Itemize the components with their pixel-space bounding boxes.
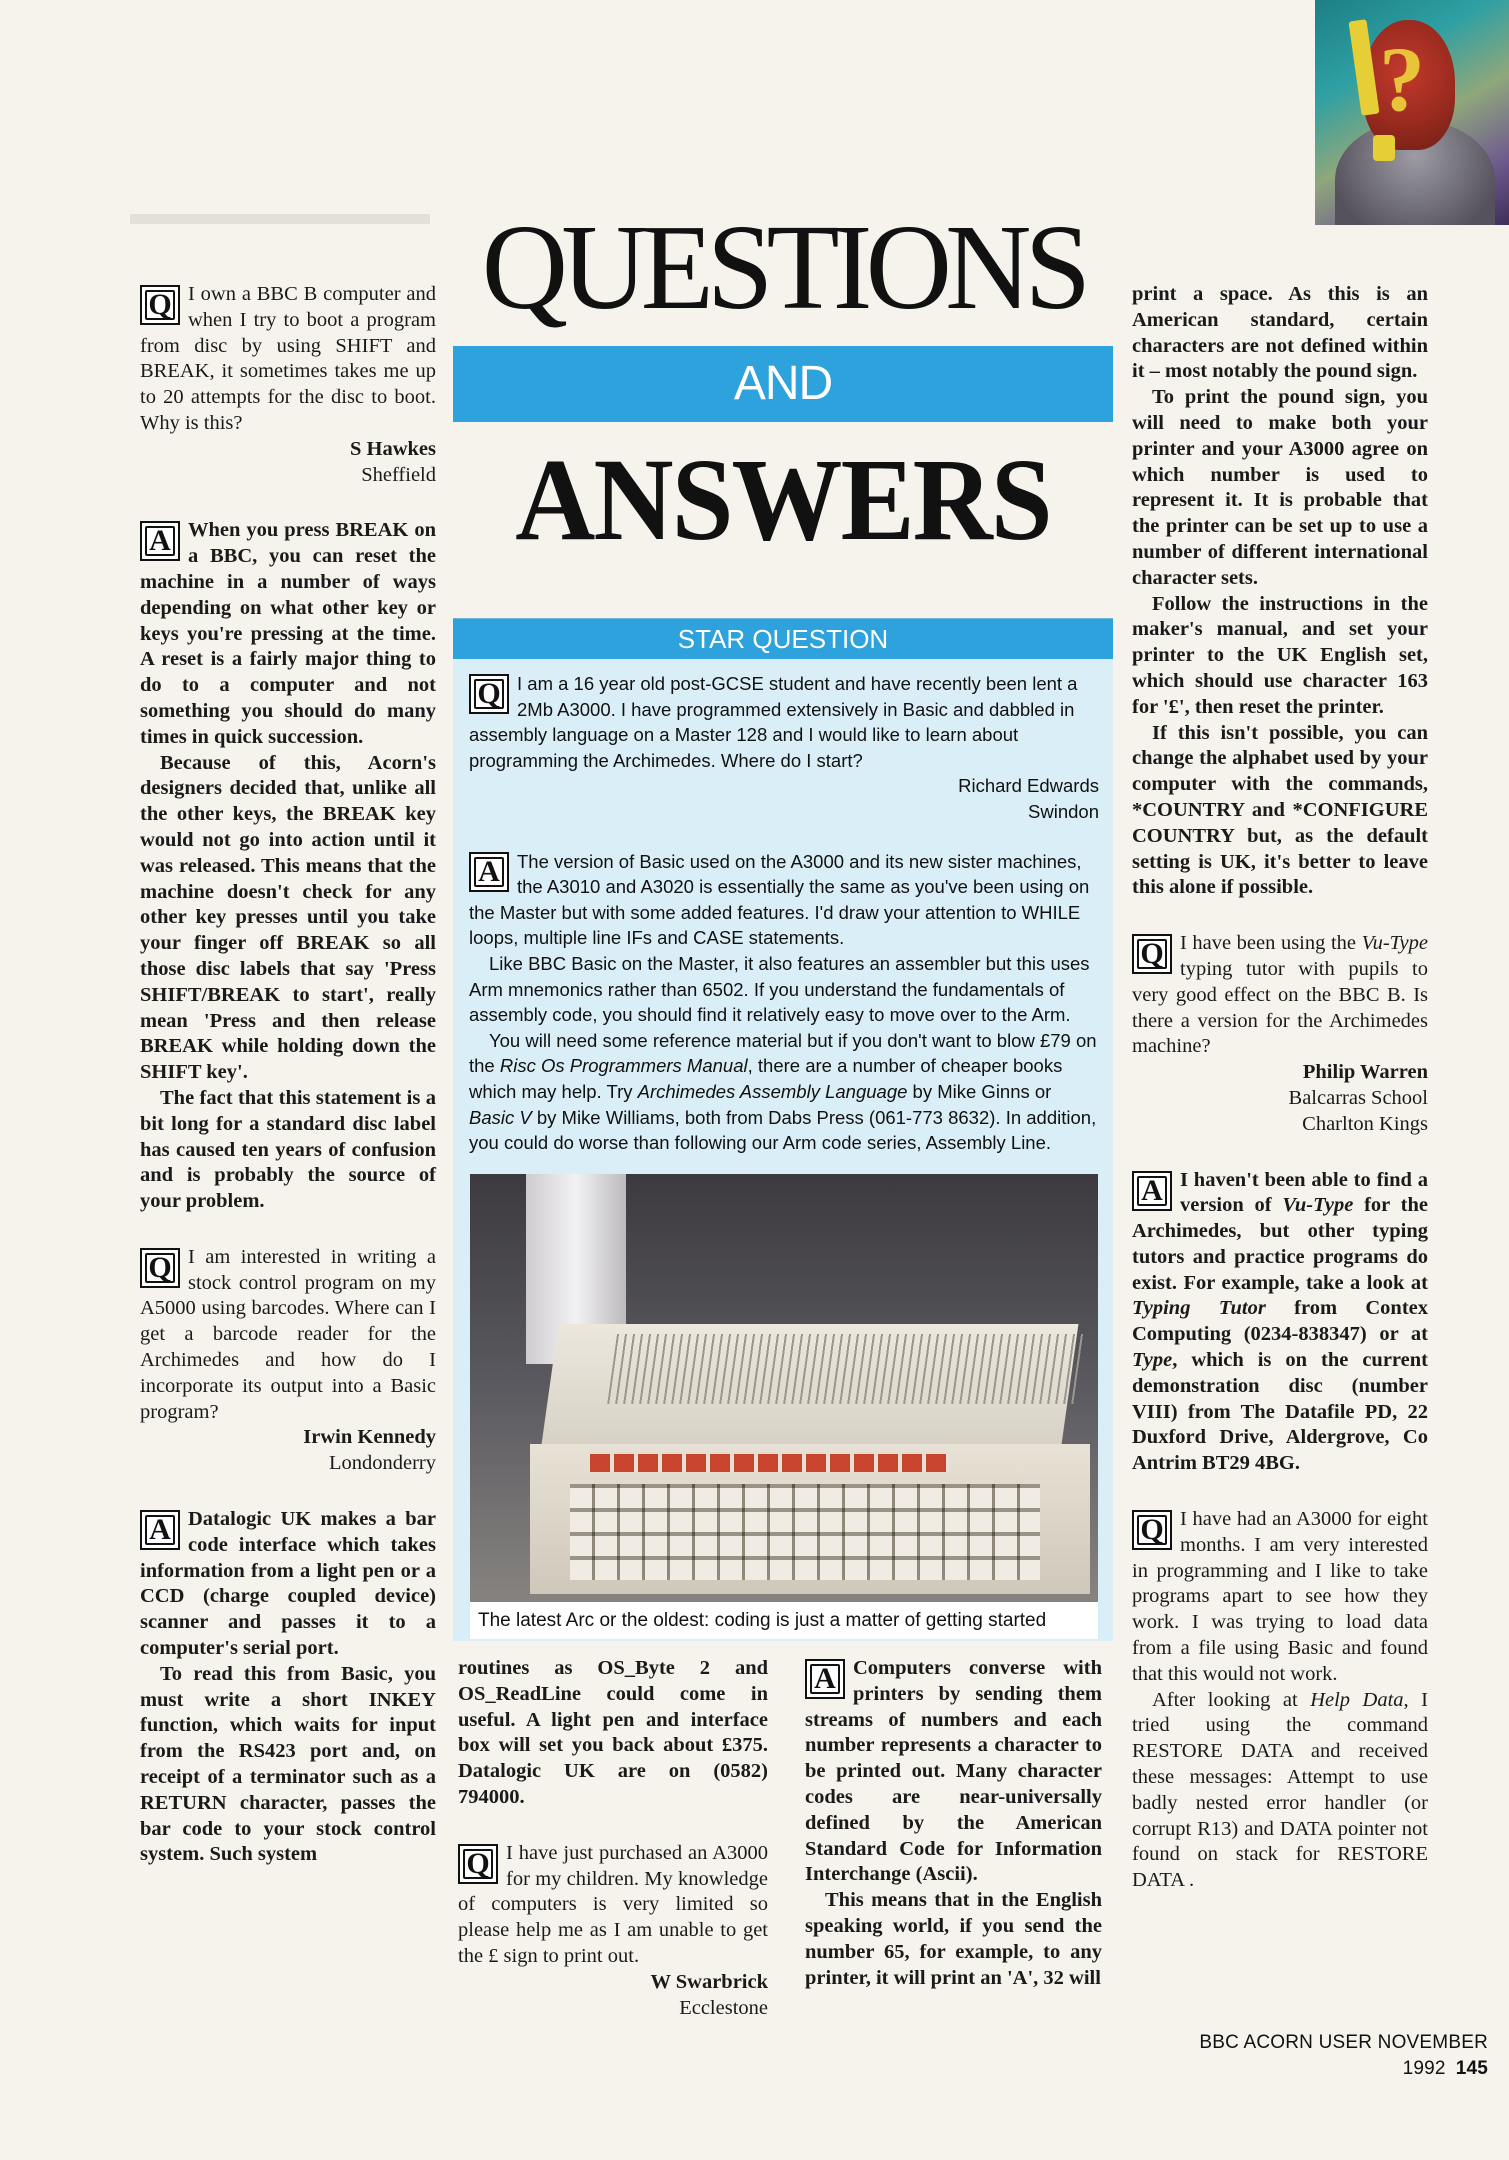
title-and-banner: AND	[453, 346, 1113, 422]
photo-caption: The latest Arc or the oldest: coding is just a matter of getting started	[470, 1602, 1098, 1639]
show-through	[0, 0, 1509, 230]
question-1: Q I own a BBC B computer and when I try to boot a program from disc by using SHIFT and BREAK, it sometimes takes me up to 20 attempts for the disc to boot. Why is this? S Hawkes Sheffield	[140, 282, 436, 488]
signature-place: Charlton Kings	[1302, 1112, 1428, 1135]
question-mark-statue-illustration: ?	[1315, 0, 1509, 225]
star-question-heading: STAR QUESTION	[453, 619, 1113, 659]
signature-name: Richard Edwards	[958, 775, 1099, 797]
q-badge-icon: Q	[1132, 934, 1172, 974]
footer-publication: BBC ACORN USER NOVEMBER 1992	[1199, 2032, 1488, 2079]
signature-place: Ecclestone	[679, 1996, 768, 2019]
a-badge-icon: A	[805, 1659, 845, 1699]
q-badge-icon: Q	[1132, 1510, 1172, 1550]
q-badge-icon: Q	[140, 285, 180, 325]
signature-name: S Hawkes	[349, 437, 436, 460]
acorn-computer-photo	[470, 1174, 1098, 1602]
star-question: Q I am a 16 year old post-GCSE student and have recently been lent a 2Mb A3000. I have programmed extensively in Basic and dabbled in assembly language on a Master 128 and I would like to learn about programming the Archimedes. Where do I start? Richard Edwards Swindon	[469, 671, 1099, 825]
page-footer	[1118, 2030, 1488, 2082]
a-badge-icon: A	[140, 521, 180, 561]
q-badge-icon: Q	[458, 1844, 498, 1884]
a-badge-icon: A	[469, 852, 509, 892]
star-answer: A The version of Basic used on the A3000 and its new sister machines, the A3010 and A3020 is essentially the same as you've been using on the Master but with some added features. I'd draw your attention to WHILE loops, multiple line IFs and CASE statements. Like BBC Basic on the Master, it also features an assembler but this uses Arm mnemonics rather than 6502. If you understand the fundamentals of assembly code, you should find it relatively easy to move over to the Arm. You will need some reference material but if you don't want to blow £79 on the Risc Os Programmers Manual, there are a number of cheaper books which may help. Try Archimedes Assembly Language by Mike Ginns or Basic V by Mike Williams, both from Dabs Press (061-773 8632). In addition, you could do worse than following our Arm code series, Assembly Line.	[469, 850, 1097, 1154]
signature-name: W Swarbrick	[650, 1970, 768, 1993]
question-4: Q I have been using the Vu-Type typing tutor with pupils to very good effect on the BBC B. Is there a version for the Archimedes machine? Philip Warren Balcarras School Charlton Kings	[1132, 931, 1428, 1137]
signature-name: Philip Warren	[1302, 1061, 1428, 1084]
star-question-box	[453, 618, 1113, 1641]
question-5: Q I have had an A3000 for eight months. I am very interested in programming and I like to take programs apart to see how they work. I was trying to load data from a file using Basic and found that this would not work. After looking at Help Data, I tried using the command RESTORE DATA and received these messages: Attempt to use badly nested error handler (or corrupt R13) and DATA pointer not found on stack for RESTORE DATA .	[1132, 1508, 1428, 1892]
title-answers: ANSWERS	[515, 434, 1051, 565]
column-3	[805, 1656, 1102, 1991]
page-number: 145	[1455, 2058, 1488, 2079]
signature-name: Irwin Kennedy	[303, 1426, 436, 1449]
column-1	[140, 282, 436, 1868]
column-2: routines as OS_Byte 2 and OS_ReadLine could come in useful. A light pen and interface box will set you back about £375. Datalogic UK are on (0582) 794000. Q I have just purchased an A3000 for my children. My knowledge of computers is very limited so please help me as I am unable to get the £ sign to print out. W Swarbrick Ecclestone	[458, 1656, 768, 2021]
question-2: Q I am interested in writing a stock control program on my A5000 using barcodes. Where can I get a barcode reader for the Archimedes and how do I incorporate its output into a Basic program? Irwin Kennedy Londonderry	[140, 1245, 436, 1477]
answer-3: A Computers converse with printers by sending them streams of numbers and each number represents a character to be printed out. Many character codes are near-universally defined by the American Standard Code for Information Interchange (Ascii). This means that in the English speaking world, if you send the number 65, for example, to any printer, it will print an 'A', 32 will	[805, 1657, 1102, 1989]
answer-2: A Datalogic UK makes a bar code interface which takes information from a light pen or a CCD (charge coupled device) scanner and passes it to a computer's serial port. To read this from Basic, you must write a short INKEY function, which waits for input from the RS423 port and, on receipt of a terminator such as a RETURN character, passes the bar code to your stock control system. Such system	[140, 1508, 436, 1866]
a-badge-icon: A	[140, 1510, 180, 1550]
a-badge-icon: A	[1132, 1171, 1172, 1211]
column-4: print a space. As this is an American standard, certain characters are not defined within it – most notably the pound sign. To print the pound sign, you will need to make both your printer and your A3000 agree on which number is used to represent it. It is probable that the printer can be set up to use a number of different international character sets. Follow the instructions in the maker's manual, and set your printer to the UK English set, which should use character 163 for '£', then reset the printer. If this isn't possible, you can change the alphabet used by your computer with the commands, *COUNTRY and *CONFIGURE COUNTRY but, as the default setting is UK, it's better to leave this alone if possible. Q I have been using the Vu-Type typing tutor with pupils to very good effect on the BBC B. Is there a version for the Archimedes machine? Philip Warren Balcarras School Charlton Kings A I haven't been able to find a version of Vu-Type for the Archimedes, but other typing tutors and practice programs do exist. For example, take a look at Typing Tutor from Contex Computing (0234-838347) or at Type, which is on the current demonstration disc (number VIII) from The Datafile PD, 22 Duxford Drive, Aldergrove, Co Antrim BT29 4BG. Q I have had an A3000 for eight months. I am very interested in programming and I like to take programs apart to see how they work. I was trying to load data from a file using Basic and found that this would not work. After looking at Help Data, I tried using the command RESTORE DATA and received these messages: Attempt to use badly nested error handler (or corrupt R13) and DATA pointer not found on stack for RESTORE DATA .	[1132, 282, 1428, 1894]
signature-place: Londonderry	[328, 1452, 436, 1475]
answer-4: A I haven't been able to find a version of Vu-Type for the Archimedes, but other typing tutors and practice programs do exist. For example, take a look at Typing Tutor from Contex Computing (0234-838347) or at Type, which is on the current demonstration disc (number VIII) from The Datafile PD, 22 Duxford Drive, Aldergrove, Co Antrim BT29 4BG.	[1132, 1168, 1428, 1475]
title-questions: QUESTIONS	[481, 200, 1085, 335]
signature-place: Sheffield	[361, 463, 436, 486]
q-badge-icon: Q	[469, 674, 509, 714]
q-badge-icon: Q	[140, 1248, 180, 1288]
signature-place: Balcarras School	[1288, 1086, 1428, 1109]
answer-1: A When you press BREAK on a BBC, you can reset the machine in a number of ways depending on what other key or keys you're pressing at the time. A reset is a fairly major thing to do to a computer and not something you should do many times in quick succession. Because of this, Acorn's designers decided that, unlike all the other keys, the BREAK key would not go into action until it was released. This means that the machine doesn't check for any other key presses until you take your finger off BREAK so all those disc labels that say 'Press SHIFT/BREAK to start', really mean 'Press and then release BREAK while holding down the SHIFT key'. The fact that this statement is a bit long for a standard disc label has caused ten years of confusion and is probably the source of your problem.	[140, 519, 436, 1213]
signature-place: Swindon	[1028, 800, 1099, 822]
question-3: Q I have just purchased an A3000 for my children. My knowledge of computers is very limited so please help me as I am unable to get the £ sign to print out. W Swarbrick Ecclestone	[458, 1841, 768, 2022]
